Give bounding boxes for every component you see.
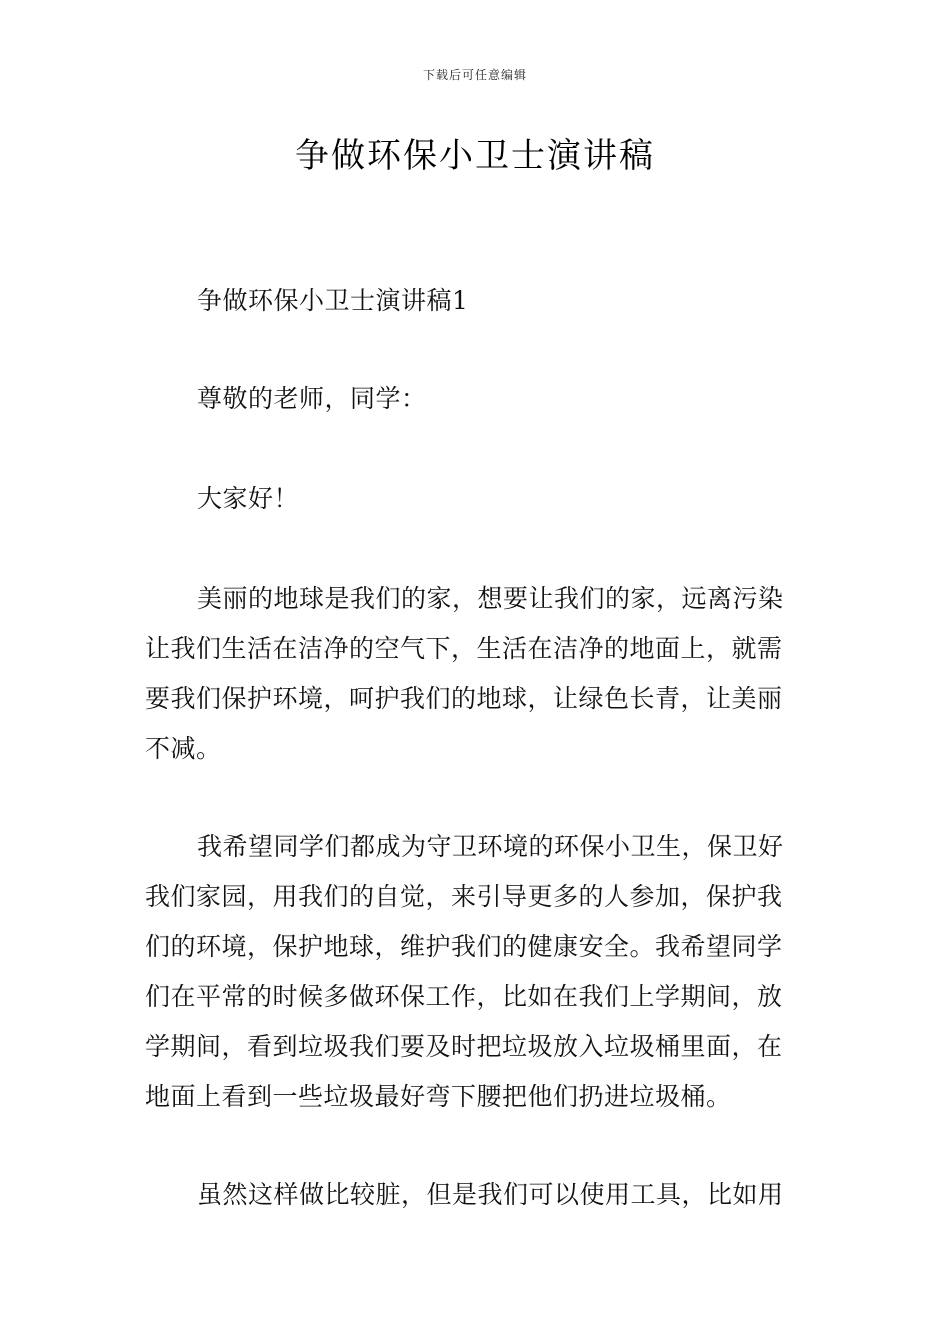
paragraph-line: 不减。: [145, 734, 222, 763]
salutation-line: 尊敬的老师，同学：: [197, 384, 427, 413]
document-title: 争做环保小卫士演讲稿: [295, 136, 655, 176]
paragraph-1: [145, 574, 807, 774]
section-subtitle: [145, 276, 807, 326]
subtitle-line: 争做环保小卫士演讲稿1: [197, 286, 469, 315]
paragraph-line: 地面上看到一些垃圾最好弯下腰把他们扔进垃圾桶。: [145, 1082, 732, 1111]
salutation: [145, 374, 807, 424]
paragraph-line: 学期间，看到垃圾我们要及时把垃圾放入垃圾桶里面，在: [145, 1032, 783, 1061]
paragraph-line: 我希望同学们都成为守卫环境的环保小卫生，保卫好: [197, 832, 784, 861]
paragraph-line: 们的环境，保护地球，维护我们的健康安全。我希望同学: [145, 932, 783, 961]
paragraph-line: 要我们保护环境，呵护我们的地球，让绿色长青，让美丽: [145, 684, 783, 713]
header-note: 下载后可任意编辑: [422, 68, 527, 82]
paragraph-line: 们在平常的时候多做环保工作，比如在我们上学期间，放: [145, 982, 783, 1011]
paragraph-line: 我们家园，用我们的自觉，来引导更多的人参加，保护我: [145, 882, 783, 911]
paragraph-line: 让我们生活在洁净的空气下，生活在洁净的地面上，就需: [145, 634, 783, 663]
greeting: [145, 474, 807, 524]
paragraph-3: [145, 1170, 807, 1220]
paragraph-line: 虽然这样做比较脏，但是我们可以使用工具，比如用: [197, 1180, 784, 1209]
paragraph-2: [145, 822, 807, 1122]
paragraph-line: 美丽的地球是我们的家，想要让我们的家，远离污染: [197, 584, 784, 613]
greeting-line: 大家好！: [197, 484, 300, 513]
